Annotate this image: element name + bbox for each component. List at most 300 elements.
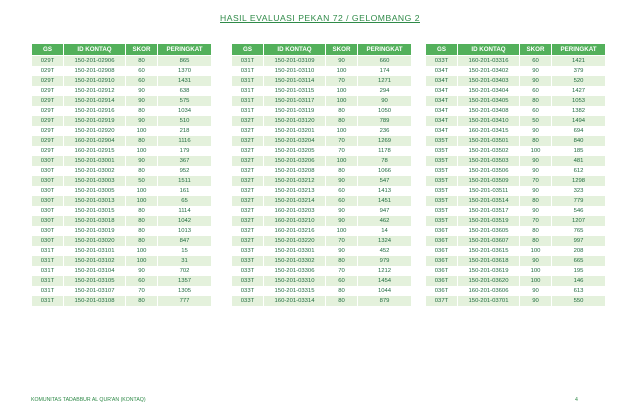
cell-id-kontaq: 150-201-03015 xyxy=(64,206,126,216)
cell-peringkat: 660 xyxy=(358,56,412,67)
cell-id-kontaq: 150-201-03301 xyxy=(264,246,326,256)
cell-gs: 034T xyxy=(426,86,458,96)
cell-id-kontaq: 150-201-03104 xyxy=(64,266,126,276)
cell-skor: 100 xyxy=(326,86,358,96)
cell-peringkat: 765 xyxy=(552,226,606,236)
cell-peringkat: 1207 xyxy=(552,216,606,226)
table-row xyxy=(426,66,606,76)
cell-id-kontaq: 150-201-03005 xyxy=(64,186,126,196)
cell-gs: 034T xyxy=(426,116,458,126)
cell-gs: 035T xyxy=(426,136,458,146)
cell-id-kontaq: 160-201-03415 xyxy=(458,126,520,136)
table-row xyxy=(426,246,606,256)
table-row xyxy=(426,166,606,176)
cell-gs: 036T xyxy=(426,266,458,276)
cell-gs: 032T xyxy=(232,126,264,136)
table-row xyxy=(426,176,606,186)
cell-gs: 029T xyxy=(32,56,64,67)
cell-peringkat: 1042 xyxy=(158,216,212,226)
cell-id-kontaq: 150-201-02908 xyxy=(64,66,126,76)
cell-id-kontaq: 150-201-03618 xyxy=(458,256,520,266)
cell-id-kontaq: 150-201-03205 xyxy=(264,146,326,156)
cell-id-kontaq: 160-201-03203 xyxy=(264,206,326,216)
cell-peringkat: 481 xyxy=(552,156,606,166)
cell-gs: 035T xyxy=(426,166,458,176)
results-table-2 xyxy=(231,43,412,306)
cell-skor: 80 xyxy=(520,196,552,206)
cell-peringkat: 367 xyxy=(158,156,212,166)
cell-peringkat: 546 xyxy=(552,206,606,216)
table-row xyxy=(32,86,212,96)
cell-id-kontaq: 150-201-02919 xyxy=(64,116,126,126)
cell-peringkat: 14 xyxy=(358,226,412,236)
cell-id-kontaq: 150-201-03315 xyxy=(264,286,326,296)
cell-gs: 031T xyxy=(232,86,264,96)
cell-skor: 90 xyxy=(326,246,358,256)
cell-peringkat: 1114 xyxy=(158,206,212,216)
cell-skor: 100 xyxy=(126,196,158,206)
table-row xyxy=(426,266,606,276)
cell-peringkat: 510 xyxy=(158,116,212,126)
table-header-row xyxy=(32,44,212,56)
cell-peringkat: 520 xyxy=(552,76,606,86)
table-row xyxy=(232,126,412,136)
results-table-3 xyxy=(425,43,606,306)
table-row xyxy=(232,66,412,76)
table-row xyxy=(232,106,412,116)
cell-peringkat: 1053 xyxy=(552,96,606,106)
table-row xyxy=(426,56,606,67)
cell-peringkat: 1305 xyxy=(158,286,212,296)
cell-peringkat: 847 xyxy=(158,236,212,246)
table-row xyxy=(232,246,412,256)
cell-peringkat: 979 xyxy=(358,256,412,266)
header-id-kontaq: ID KONTAQ xyxy=(64,44,126,56)
cell-id-kontaq: 150-201-03003 xyxy=(64,176,126,186)
table-row xyxy=(232,266,412,276)
cell-gs: 031T xyxy=(32,246,64,256)
cell-skor: 80 xyxy=(326,166,358,176)
table-row xyxy=(32,186,212,196)
cell-gs: 032T xyxy=(232,176,264,186)
cell-gs: 030T xyxy=(32,226,64,236)
cell-skor: 100 xyxy=(126,146,158,156)
cell-peringkat: 15 xyxy=(158,246,212,256)
cell-gs: 032T xyxy=(232,116,264,126)
cell-skor: 70 xyxy=(326,136,358,146)
cell-gs: 034T xyxy=(426,96,458,106)
cell-gs: 033T xyxy=(232,266,264,276)
cell-peringkat: 218 xyxy=(158,126,212,136)
cell-peringkat: 550 xyxy=(552,296,606,306)
table-row xyxy=(426,106,606,116)
cell-peringkat: 612 xyxy=(552,166,606,176)
cell-skor: 100 xyxy=(126,256,158,266)
cell-id-kontaq: 150-201-03405 xyxy=(458,96,520,106)
table-row xyxy=(32,246,212,256)
cell-peringkat: 1013 xyxy=(158,226,212,236)
cell-peringkat: 208 xyxy=(552,246,606,256)
table-row xyxy=(426,236,606,246)
cell-id-kontaq: 150-201-03206 xyxy=(264,156,326,166)
cell-skor: 100 xyxy=(126,246,158,256)
cell-skor: 70 xyxy=(520,176,552,186)
table-row xyxy=(426,256,606,266)
cell-gs: 032T xyxy=(232,136,264,146)
cell-peringkat: 952 xyxy=(158,166,212,176)
cell-id-kontaq: 160-201-03316 xyxy=(458,56,520,67)
table-row xyxy=(32,286,212,296)
cell-id-kontaq: 150-201-03204 xyxy=(264,136,326,146)
cell-id-kontaq: 150-201-02916 xyxy=(64,106,126,116)
table-row xyxy=(232,96,412,106)
cell-id-kontaq: 150-201-02920 xyxy=(64,126,126,136)
cell-peringkat: 161 xyxy=(158,186,212,196)
table-row xyxy=(426,276,606,286)
cell-gs: 035T xyxy=(426,156,458,166)
cell-gs: 031T xyxy=(32,266,64,276)
cell-skor: 80 xyxy=(326,116,358,126)
cell-skor: 90 xyxy=(520,186,552,196)
table-row xyxy=(232,256,412,266)
cell-id-kontaq: 150-201-02906 xyxy=(64,56,126,67)
cell-id-kontaq: 150-201-03212 xyxy=(264,176,326,186)
cell-gs: 033T xyxy=(426,56,458,67)
cell-skor: 80 xyxy=(326,106,358,116)
cell-peringkat: 1324 xyxy=(358,236,412,246)
cell-peringkat: 1044 xyxy=(358,286,412,296)
cell-skor: 50 xyxy=(126,176,158,186)
cell-id-kontaq: 150-201-02910 xyxy=(64,76,126,86)
cell-gs: 033T xyxy=(232,246,264,256)
cell-id-kontaq: 150-201-03101 xyxy=(64,246,126,256)
header-id-kontaq: ID KONTAQ xyxy=(264,44,326,56)
cell-gs: 029T xyxy=(32,146,64,156)
cell-id-kontaq: 150-201-03002 xyxy=(64,166,126,176)
cell-id-kontaq: 150-201-03102 xyxy=(64,256,126,266)
cell-gs: 030T xyxy=(32,206,64,216)
cell-skor: 90 xyxy=(520,166,552,176)
table-row xyxy=(232,156,412,166)
cell-peringkat: 947 xyxy=(358,206,412,216)
cell-skor: 90 xyxy=(520,296,552,306)
cell-gs: 029T xyxy=(32,106,64,116)
cell-id-kontaq: 150-201-03214 xyxy=(264,196,326,206)
cell-id-kontaq: 160-201-02904 xyxy=(64,136,126,146)
table-row xyxy=(232,296,412,306)
cell-gs: 035T xyxy=(426,146,458,156)
cell-skor: 90 xyxy=(520,206,552,216)
cell-skor: 60 xyxy=(326,276,358,286)
cell-skor: 100 xyxy=(520,266,552,276)
cell-skor: 70 xyxy=(326,266,358,276)
cell-id-kontaq: 150-201-03506 xyxy=(458,166,520,176)
cell-gs: 033T xyxy=(232,256,264,266)
cell-peringkat: 1271 xyxy=(358,76,412,86)
cell-peringkat: 65 xyxy=(158,196,212,206)
cell-peringkat: 174 xyxy=(358,66,412,76)
cell-gs: 034T xyxy=(426,126,458,136)
cell-skor: 60 xyxy=(326,196,358,206)
table-row xyxy=(426,136,606,146)
cell-id-kontaq: 150-201-03018 xyxy=(64,216,126,226)
cell-peringkat: 1050 xyxy=(358,106,412,116)
cell-gs: 030T xyxy=(32,216,64,226)
cell-skor: 80 xyxy=(126,136,158,146)
cell-id-kontaq: 150-201-03105 xyxy=(64,276,126,286)
table-row xyxy=(32,176,212,186)
table-row xyxy=(232,196,412,206)
header-skor: SKOR xyxy=(520,44,552,56)
cell-gs: 032T xyxy=(232,236,264,246)
cell-peringkat: 195 xyxy=(552,266,606,276)
cell-peringkat: 1357 xyxy=(158,276,212,286)
cell-gs: 030T xyxy=(32,166,64,176)
cell-gs: 031T xyxy=(232,66,264,76)
table-row xyxy=(232,146,412,156)
cell-skor: 100 xyxy=(326,126,358,136)
cell-peringkat: 840 xyxy=(552,136,606,146)
cell-skor: 80 xyxy=(126,56,158,67)
cell-peringkat: 323 xyxy=(552,186,606,196)
cell-peringkat: 78 xyxy=(358,156,412,166)
table-row xyxy=(232,276,412,286)
cell-peringkat: 1178 xyxy=(358,146,412,156)
table-row xyxy=(426,286,606,296)
cell-peringkat: 997 xyxy=(552,236,606,246)
cell-peringkat: 879 xyxy=(358,296,412,306)
table-row xyxy=(32,76,212,86)
cell-peringkat: 1066 xyxy=(358,166,412,176)
cell-skor: 90 xyxy=(326,56,358,67)
cell-peringkat: 452 xyxy=(358,246,412,256)
cell-peringkat: 1431 xyxy=(158,76,212,86)
cell-skor: 80 xyxy=(126,106,158,116)
cell-gs: 035T xyxy=(426,216,458,226)
results-table-1 xyxy=(31,43,212,306)
cell-skor: 100 xyxy=(326,226,358,236)
cell-id-kontaq: 150-201-03306 xyxy=(264,266,326,276)
cell-skor: 90 xyxy=(126,156,158,166)
cell-gs: 029T xyxy=(32,96,64,106)
cell-gs: 031T xyxy=(32,256,64,266)
cell-id-kontaq: 150-201-03503 xyxy=(458,156,520,166)
cell-skor: 60 xyxy=(326,186,358,196)
cell-id-kontaq: 150-201-03110 xyxy=(264,66,326,76)
cell-id-kontaq: 150-201-03619 xyxy=(458,266,520,276)
table-row xyxy=(32,216,212,226)
table-row xyxy=(426,226,606,236)
cell-skor: 90 xyxy=(326,206,358,216)
cell-skor: 80 xyxy=(520,136,552,146)
cell-peringkat: 702 xyxy=(158,266,212,276)
cell-peringkat: 294 xyxy=(358,86,412,96)
cell-skor: 60 xyxy=(520,86,552,96)
cell-skor: 90 xyxy=(520,156,552,166)
cell-gs: 033T xyxy=(232,296,264,306)
cell-peringkat: 1454 xyxy=(358,276,412,286)
table-row xyxy=(232,76,412,86)
table-row xyxy=(32,136,212,146)
table-row xyxy=(426,126,606,136)
table-row xyxy=(426,206,606,216)
cell-peringkat: 638 xyxy=(158,86,212,96)
cell-gs: 032T xyxy=(232,196,264,206)
cell-gs: 034T xyxy=(426,106,458,116)
header-id-kontaq: ID KONTAQ xyxy=(458,44,520,56)
cell-peringkat: 146 xyxy=(552,276,606,286)
header-skor: SKOR xyxy=(126,44,158,56)
cell-id-kontaq: 150-201-03607 xyxy=(458,236,520,246)
cell-skor: 90 xyxy=(326,176,358,186)
cell-peringkat: 1116 xyxy=(158,136,212,146)
cell-skor: 80 xyxy=(326,286,358,296)
cell-gs: 031T xyxy=(232,76,264,86)
table-row xyxy=(232,136,412,146)
table-row xyxy=(32,296,212,306)
cell-skor: 80 xyxy=(126,226,158,236)
table-row xyxy=(32,116,212,126)
table-row xyxy=(426,186,606,196)
cell-gs: 032T xyxy=(232,206,264,216)
cell-id-kontaq: 150-201-03620 xyxy=(458,276,520,286)
table-row xyxy=(426,216,606,226)
cell-id-kontaq: 150-201-03410 xyxy=(458,116,520,126)
table-row xyxy=(32,166,212,176)
table-row xyxy=(232,56,412,67)
header-peringkat: PERINGKAT xyxy=(158,44,212,56)
cell-id-kontaq: 160-201-02915 xyxy=(64,146,126,156)
cell-skor: 60 xyxy=(520,56,552,67)
cell-id-kontaq: 150-201-03119 xyxy=(264,106,326,116)
table-row xyxy=(232,216,412,226)
cell-skor: 100 xyxy=(520,276,552,286)
cell-gs: 036T xyxy=(426,276,458,286)
cell-gs: 034T xyxy=(426,66,458,76)
cell-gs: 032T xyxy=(232,156,264,166)
cell-gs: 032T xyxy=(232,216,264,226)
cell-gs: 036T xyxy=(426,226,458,236)
table-row xyxy=(232,176,412,186)
cell-peringkat: 665 xyxy=(552,256,606,266)
cell-peringkat: 547 xyxy=(358,176,412,186)
cell-peringkat: 179 xyxy=(158,146,212,156)
cell-id-kontaq: 150-201-03114 xyxy=(264,76,326,86)
cell-id-kontaq: 150-201-03605 xyxy=(458,226,520,236)
table-row xyxy=(426,116,606,126)
cell-id-kontaq: 150-201-02914 xyxy=(64,96,126,106)
cell-gs: 029T xyxy=(32,116,64,126)
cell-skor: 80 xyxy=(326,296,358,306)
cell-skor: 80 xyxy=(126,236,158,246)
cell-skor: 60 xyxy=(126,76,158,86)
cell-gs: 029T xyxy=(32,86,64,96)
table-row xyxy=(32,256,212,266)
cell-skor: 100 xyxy=(126,126,158,136)
cell-id-kontaq: 150-201-03001 xyxy=(64,156,126,166)
cell-skor: 80 xyxy=(126,296,158,306)
cell-id-kontaq: 150-201-03408 xyxy=(458,106,520,116)
table-row xyxy=(32,106,212,116)
cell-gs: 035T xyxy=(426,176,458,186)
cell-id-kontaq: 150-201-03117 xyxy=(264,96,326,106)
cell-peringkat: 31 xyxy=(158,256,212,266)
table-row xyxy=(232,206,412,216)
table-row xyxy=(232,86,412,96)
cell-skor: 80 xyxy=(520,96,552,106)
cell-gs: 032T xyxy=(232,146,264,156)
cell-id-kontaq: 150-201-03108 xyxy=(64,296,126,306)
cell-gs: 029T xyxy=(32,66,64,76)
cell-skor: 90 xyxy=(520,256,552,266)
cell-id-kontaq: 150-201-03403 xyxy=(458,76,520,86)
header-peringkat: PERINGKAT xyxy=(358,44,412,56)
cell-peringkat: 777 xyxy=(158,296,212,306)
table-row xyxy=(232,286,412,296)
cell-skor: 90 xyxy=(520,126,552,136)
cell-peringkat: 1494 xyxy=(552,116,606,126)
cell-gs: 030T xyxy=(32,176,64,186)
table-row xyxy=(32,96,212,106)
cell-id-kontaq: 150-201-03107 xyxy=(64,286,126,296)
cell-id-kontaq: 150-201-03502 xyxy=(458,146,520,156)
cell-id-kontaq: 150-201-03402 xyxy=(458,66,520,76)
cell-skor: 100 xyxy=(326,156,358,166)
header-skor: SKOR xyxy=(326,44,358,56)
table-row xyxy=(426,76,606,86)
cell-peringkat: 1382 xyxy=(552,106,606,116)
cell-skor: 90 xyxy=(326,216,358,226)
cell-peringkat: 1427 xyxy=(552,86,606,96)
table-row xyxy=(426,96,606,106)
cell-id-kontaq: 150-201-03013 xyxy=(64,196,126,206)
cell-peringkat: 779 xyxy=(552,196,606,206)
table-row xyxy=(32,56,212,67)
table-row xyxy=(426,146,606,156)
cell-skor: 100 xyxy=(520,146,552,156)
table-row xyxy=(32,236,212,246)
cell-gs: 031T xyxy=(32,276,64,286)
table-row xyxy=(32,126,212,136)
cell-skor: 60 xyxy=(126,66,158,76)
cell-gs: 033T xyxy=(232,286,264,296)
cell-id-kontaq: 150-201-03213 xyxy=(264,186,326,196)
cell-id-kontaq: 150-201-03020 xyxy=(64,236,126,246)
cell-id-kontaq: 150-201-03519 xyxy=(458,216,520,226)
cell-gs: 033T xyxy=(232,276,264,286)
cell-peringkat: 865 xyxy=(158,56,212,67)
cell-id-kontaq: 150-201-03514 xyxy=(458,196,520,206)
cell-peringkat: 236 xyxy=(358,126,412,136)
cell-gs: 031T xyxy=(32,296,64,306)
cell-id-kontaq: 150-201-03115 xyxy=(264,86,326,96)
cell-peringkat: 1421 xyxy=(552,56,606,67)
table-row xyxy=(426,156,606,166)
table-header-row xyxy=(426,44,606,56)
cell-id-kontaq: 150-201-03615 xyxy=(458,246,520,256)
cell-peringkat: 90 xyxy=(358,96,412,106)
cell-gs: 031T xyxy=(232,96,264,106)
cell-gs: 036T xyxy=(426,256,458,266)
table-row xyxy=(426,86,606,96)
cell-skor: 90 xyxy=(126,96,158,106)
cell-id-kontaq: 150-201-03511 xyxy=(458,186,520,196)
cell-peringkat: 185 xyxy=(552,146,606,156)
cell-skor: 80 xyxy=(520,226,552,236)
header-gs: GS xyxy=(426,44,458,56)
table-row xyxy=(32,196,212,206)
cell-id-kontaq: 150-201-03404 xyxy=(458,86,520,96)
